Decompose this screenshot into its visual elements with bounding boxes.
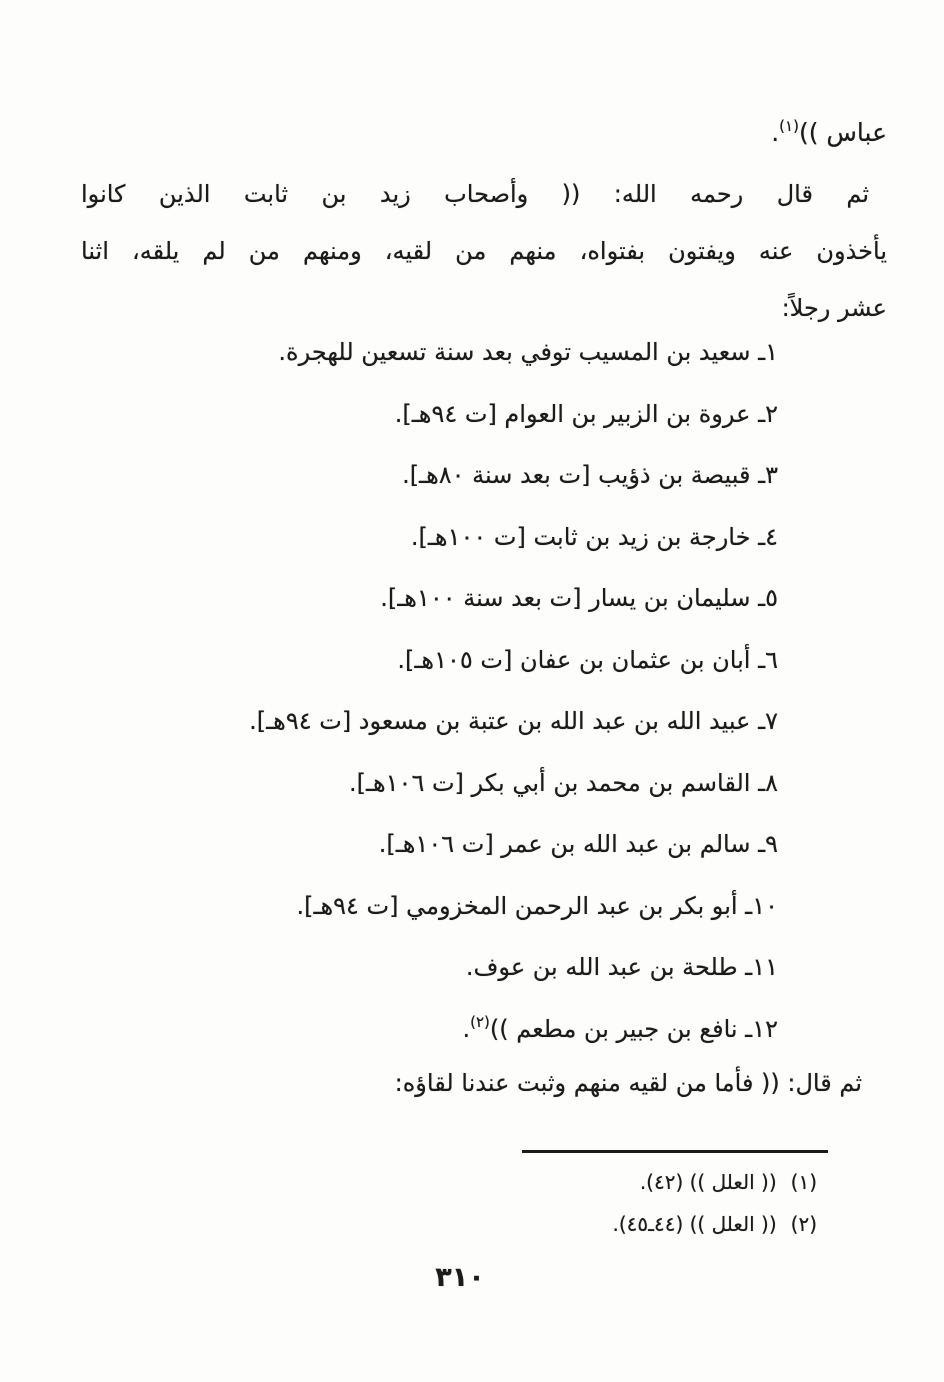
footnote-separator <box>522 1150 828 1153</box>
paragraph-line: يأخذون عنه ويفتون بفتواه، منهم من لقيه، ومنهم من لم يلقه، اثنا <box>81 237 887 265</box>
list-item <box>60 869 778 931</box>
footnote-ref-1: (١) <box>779 117 799 135</box>
footnote-text: (( العلل )) (٤٢). <box>639 1170 777 1194</box>
paragraph-line: عشر رجلاً: <box>781 294 887 322</box>
list-item-text: ٧ـ عبيد الله بن عبد الله بن عتبة بن مسعود [ت ٩٤هـ]. <box>249 707 778 735</box>
opening-line-period: . <box>771 118 780 147</box>
body-paragraph <box>81 166 887 337</box>
opening-line <box>771 104 887 155</box>
list-item <box>60 992 778 1054</box>
list-item-text: ٢ـ عروة بن الزبير بن العوام [ت ٩٤هـ]. <box>394 399 778 428</box>
list-item <box>60 377 778 439</box>
closing-line: ثم قال: (( فأما من لقيه منهم وثبت عندنا لقاؤه: <box>394 1069 862 1097</box>
footnote-marker: (١) <box>790 1170 817 1194</box>
footnote <box>612 1161 817 1203</box>
list-item-text: ١١ـ طلحة بن عبد الله بن عوف. <box>465 953 778 981</box>
list-item-text: ٥ـ سليمان بن يسار [ت بعد سنة ١٠٠هـ]. <box>380 584 778 612</box>
list-item <box>60 500 778 562</box>
list-item-text: ١ـ سعيد بن المسيب توفي بعد سنة تسعين للهجرة. <box>278 338 778 366</box>
list-item <box>60 561 778 623</box>
page-number: ٣١٠ <box>435 1262 485 1293</box>
list-item-text: ٨ـ القاسم بن محمد بن أبي بكر [ت ١٠٦هـ]. <box>348 768 778 797</box>
list-item <box>60 315 778 377</box>
list-item-text: ٤ـ خارجة بن زيد بن ثابت [ت ١٠٠هـ]. <box>410 522 778 551</box>
opening-line-text: عباس )) <box>798 118 887 147</box>
list-item-text: ٩ـ سالم بن عبد الله بن عمر [ت ١٠٦هـ]. <box>378 830 778 858</box>
footnote-marker: (٢) <box>790 1212 817 1236</box>
list-item-text: ٣ـ قبيصة بن ذؤيب [ت بعد سنة ٨٠هـ]. <box>402 461 778 489</box>
footnote-text: (( العلل )) (٤٤ـ٤٥). <box>612 1212 777 1236</box>
narrators-list <box>60 315 778 1053</box>
list-item <box>60 807 778 869</box>
list-item-text: ٦ـ أبان بن عثمان بن عفان [ت ١٠٥هـ]. <box>397 645 778 674</box>
footnote-ref-2: (٢) <box>470 1012 490 1031</box>
list-item <box>60 623 778 685</box>
list-item <box>60 684 778 746</box>
list-item-tail: . <box>462 1014 471 1043</box>
footnote <box>612 1203 817 1245</box>
footnotes-block <box>612 1161 817 1245</box>
list-item <box>60 930 778 992</box>
paragraph-line: ثم قال رحمه الله: (( وأصحاب زيد بن ثابت الذين كانوا <box>81 180 869 208</box>
list-item-text: ١٠ـ أبو بكر بن عبد الرحمن المخزومي [ت ٩٤هـ]. <box>296 891 778 920</box>
list-item <box>60 746 778 808</box>
list-item <box>60 438 778 500</box>
list-item-text: ١٢ـ نافع بن جبير بن مطعم )) <box>489 1014 778 1043</box>
